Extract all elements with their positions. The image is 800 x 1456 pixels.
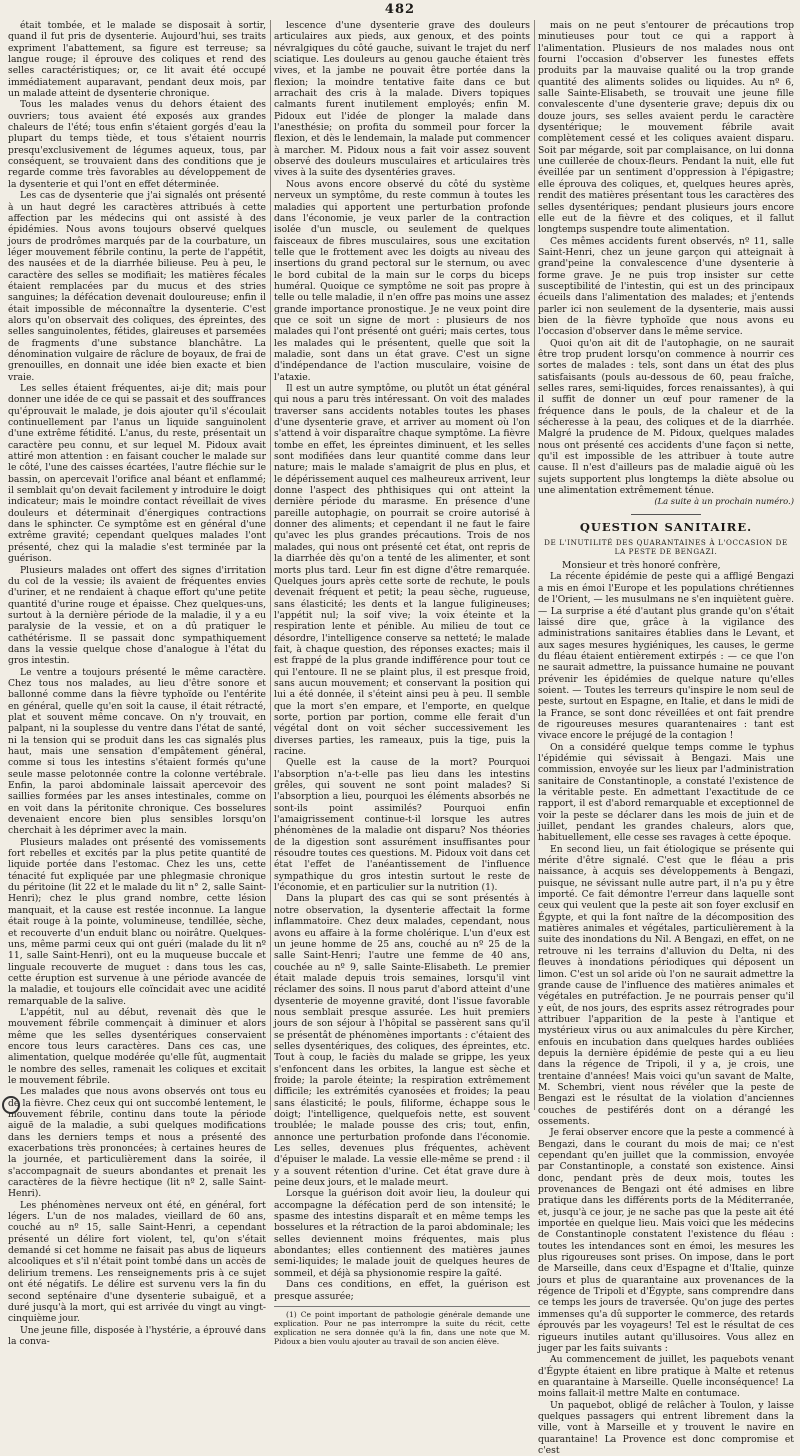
paragraph: Lorsque la guérison doit avoir lieu, la douleur qui accompagne la défécation perd de son intensité; le spasme des intestins disparaît et en même temps les bosselures et la rétraction de la paroi abdominale; les selles deviennent moins fréquentes, mais plus abondantes; elles contiennent des matières jaunes semi-liquides; le malade jouit de quelques heures de sommeil, et déjà sa physionomie respire la gaîté. — [274, 1188, 530, 1279]
corner-mark-icon — [2, 1096, 20, 1114]
paragraph: Dans la plupart des cas qui se sont présentés à notre observation, la dysenterie affectait la forme inflammatoire. Chez deux malades, cependant, nous avons eu affaire à la forme cholérique. L'un d'eux est un jeune homme de 25 ans, couché au nº 25 de la salle Saint-Henri; l'autre une femme de 40 ans, couchée au nº 9, salle Sainte-Elisabeth. Le premier était malade depuis trois semaines, lorsqu'il vint réclamer des soins. Il nous parut d'abord atteint d'une dysenterie de moyenne gravité, dont l'issue favorable nous semblait presque assurée. Les huit premiers jours de son séjour à l'hôpital se passèrent sans qu'il se présentât de phénomènes importants : c'étaient des selles dysentériques, des coliques, des épreintes, etc. Tout à coup, le faciès du malade se grippe, les yeux s'enfoncent dans les orbites, la langue est sèche et froide; la parole éteinte; la respiration extrêmement difficile; les extrémités cyanosées et froides; la peau sans élasticité; le pouls, filiforme, échappe sous le doigt; l'intelligence, quelquefois nette, est souvent troublée; le malade pousse des cris; tout, enfin, annonce une perturbation profonde dans l'économie. Les selles, devenues plus fréquentes, achèvent d'épuiser le malade. La vessie elle-même se prend : il y a souvent rétention d'urine. Cet état grave dure à peine deux jours, et le malade meurt. — [274, 893, 530, 1189]
paragraph: Je ferai observer encore que la peste a commencé à Bengazi, dans le courant du mois de mai; ce n'est cependant qu'en juillet que la commission, envoyée par Constantinople, a constaté son existence. Ainsi donc, pendant près de deux mois, toutes les provenances de Bengazi ont été admises en libre pratique dans les différents ports de la Méditerranée, et, jusqu'à ce jour, je ne sache pas que la peste ait été importée en quelque lieu. Mais voici que les médecins de Constantinople constatent l'existence du fléau : toutes les intendances sont en émoi, les mesures les plus rigoureuses sont prises. On impose, dans le port de Marseille, dans ceux d'Espagne et d'Italie, quinze jours et plus de quarantaine aux provenances de la régence de Tripoli et d'Égypte, sans comprendre dans ce temps les jours de traversée. Qu'on juge des pertes immenses qu'a dû supporter le commerce, des retards éprouvés par les voyageurs! Tel est le résultat de ces rigueurs inutiles autant qu'illusoires. Vous allez en juger par les faits suivants : — [538, 1127, 794, 1354]
paragraph: Les phénomènes nerveux ont été, en général, fort légers. L'un de nos malades, vieillard de 60 ans, couché au nº 15, salle Saint-Henri, a cependant présenté un délire fort violent, tel, qu'on s'était demandé si cet homme ne faisait pas abus de liqueurs alcooliques et s'il n'était point tombé dans un accès de delirium tremens. Les renseignements pris à ce sujet ont été négatifs. Le délire est survenu vers la fin du second septénaire d'une dysenterie subaiguë, et a duré jusqu'à la mort, qui est arrivée du vingt au vingt-cinquième jour. — [8, 1199, 266, 1325]
paragraph: lescence d'une dysenterie grave des douleurs articulaires aux pieds, aux genoux, et des points névralgiques du côté gauche, suivant le trajet du nerf sciatique. Les douleurs au genou gauche étaient très vives, et la jambe ne pouvait être portée dans la flexion; la moindre tentative faite dans ce but arrachait des cris à la malade. Divers topiques calmants furent inutilement employés; enfin M. Pidoux eut l'idée de plonger la malade dans l'anesthésie; on profita du sommeil pour forcer la flexion, et dès le lendemain, la malade put commencer à marcher. M. Pidoux nous a fait voir assez souvent observé des douleurs musculaires et articulaires très vives à la suite des dysentéries graves. — [274, 20, 530, 179]
section-title: QUESTION SANITAIRE. — [579, 519, 753, 534]
paragraph: Dans ces conditions, en effet, la guérison est presque assurée; — [274, 1279, 530, 1302]
section-subtitle: DE L'INUTILITÉ DES QUARANTAINES À L'OCCASION DE LA PESTE DE BENGAZI. — [544, 538, 788, 557]
paragraph: Plusieurs malades ont offert des signes d'irritation du col de la vessie; ils avaient de fréquentes envies d'uriner, et ne rendaient à chaque effort qu'une petite quantité d'urine rouge et épaisse. Chez quelques-uns, surtout à la dernière période de la maladie, il y a eu paralysie de la vessie, et on a dû pratiquer le cathétérisme. Il se passait donc sympathiquement dans la vessie quelque chose d'analogue à l'état du gros intestin. — [8, 564, 266, 667]
paragraph: Ces mêmes accidents furent observés, nº 11, salle Saint-Henri, chez un jeune garçon qui atteignait à grand'peine la convalescence d'une dysenterie à forme grave. Je ne puis trop insister sur cette susceptibilité de l'intestin, qui est un des principaux écueils dans l'alimentation des malades; et j'entends parler ici non seulement de la dysenterie, mais aussi bien de la fièvre typhoïde que nous avons eu l'occasion d'observer dans le même service. — [538, 235, 794, 338]
footnote: (1) Ce point important de pathologie générale demande une explication. Pour ne pas interrompre la suite du récit, cette explication ne sera donnée qu'à la fin, dans une note que M. Pidoux a bien voulu ajouter au travail de son ancien élève. — [274, 1306, 530, 1347]
section-divider — [631, 514, 701, 515]
paragraph: Plusieurs malades ont présenté des vomissements fort rebelles et excités par la plus petite quantité de liquide portée dans l'estomac. Chez les uns, cette ténacité fut expliquée par une phlegmasie chronique du péritoine (lit 22 et le malade du lit n° 2, salle Saint-Henri); chez le plus grand nombre, cette lésion manquait, et la cause est restée inconnue. La langue était rouge à la pointe, volumineuse, tendillée, sèche, et recouverte d'un enduit blanc ou noirâtre. Quelques-uns, même parmi ceux qui ont guéri (malade du lit nº 11, salle Saint-Henri), ont eu la muqueuse buccale et linguale recouverte de muguet : dans tous les cas, cette éruption est survenue à une période avancée de la maladie, et toujours elle coïncidait avec une acidité remarquable de la salive. — [8, 836, 266, 1007]
salutation: Monsieur et très honoré confrère, — [562, 560, 721, 572]
paragraph: Les selles étaient fréquentes, ai-je dit; mais pour donner une idée de ce qui se passait et des souffrances qu'éprouvait le malade, je dois ajouter qu'il s'écoulait continuellement par l'anus un liquide sanguinolent d'une extrême fétidité. L'anus, du reste, présentait un caractère peu connu, et sur lequel M. Pidoux avait attiré mon attention : en faisant coucher le malade sur le côté, l'une des caisses écartées, l'autre fléchie sur le bassin, on apercevait l'orifice anal béant et enflammé; il semblait qu'on devait facilement y introduire le doigt indicateur; mais le moindre contact réveillait de vives douleurs et déterminait d'énergiques contractions dans le sphincter. Ce symptôme est en général d'une extrême gravité; cependant quelques malades l'ont présenté, chez qui la maladie s'est terminée par la guérison. — [8, 383, 266, 565]
paragraph: Le ventre a toujours présenté le même caractère. Chez tous nos malades, au lieu d'être sonore et ballonné comme dans la fièvre typhoïde ou l'entérite en général, quelle qu'en soit la cause, il était rétracté, plat et souvent même concave. On n'y trouvait, en palpant, ni la souplesse du ventre dans l'état de santé, ni la tension qui se produit dans les cas signalés plus haut, mais une sensation d'empâtement général, comme si tous les intestins s'étaient formés qu'une seule masse pelotonnée contre la colonne vertébrale. Enfin, la paroi abdominale laissait apercevoir des saillies formées par les anses intestinales, comme on en voit dans la péritonite chronique. Ces bosselures devenaient encore bien plus sensibles lorsqu'on cherchait à les déprimer avec la main. — [8, 666, 266, 837]
paragraph: Tous les malades venus du dehors étaient des ouvriers; tous avaient été exposés aux grandes chaleurs de l'été; tous enfin s'étaient gorgés d'eau la plupart du temps tiède, et tous s'étaient nourris presqu'exclusivement de légumes aqueux, tous, par conséquent, se trouvaient dans des conditions que je regarde comme très favorables au développement de la dysenterie et qui l'ont en effet déterminée. — [8, 99, 266, 190]
paragraph: Les cas de dysenterie que j'ai signalés ont présenté à un haut degré les caractères attribués à cette affection par les médecins qui ont assisté à des épidémies. Nous avons toujours observé quelques jours de prodrômes marqués par de la courbature, un léger mouvement fébrile continu, la perte de l'appétit, des nausées et de la diarrhée bilieuse. Peu à peu, le caractère des selles se modifiait; les matières fécales étaient remplacées par du mucus et des stries sanguines; la défécation devenait douloureuse; enfin il était impossible de méconnaître la dysenterie. C'est alors qu'on observait des coliques, des épreintes, des selles sanguinolentes, fétides, glaireuses et parsemées de fragments d'une substance blanchâtre. La dénomination vulgaire de râclure de boyaux, de frai de grenouilles, en donnait une idée bien exacte et bien vraie. — [8, 190, 266, 383]
paragraph: Nous avons encore observé du côté du système nerveux un symptôme, du reste commun à toutes les maladies qui apportent une perturbation profonde dans l'économie, je veux parler de la contraction isolée d'un muscle, ou seulement de quelques faisceaux de fibres musculaires, sous une excitation telle que le frottement avec les doigts au niveau des insertions du grand pectoral sur le sternum, ou avec le bord cubital de la main sur le corps du biceps huméral. Quoique ce symptôme ne soit pas propre à telle ou telle maladie, il n'en offre pas moins une assez grande importance pronostique. Je ne veux point dire que ce soit un signe de mort : plusieurs de nos malades qui l'ont présenté ont guéri; mais certes, tous les malades qui le présentent, quelle que soit la maladie, sont dans un état grave. C'est un signe d'indépendance de l'action musculaire, voisine de l'ataxie. — [274, 178, 530, 383]
column-divider — [534, 20, 535, 1110]
paragraph: était tombée, et le malade se disposait à sortir, quand il fut pris de dysenterie. Aujourd'hui, ses traits expriment l'abattement, sa figure est terreuse; sa langue rouge; il éprouve des coliques et rend des selles caractéristiques; or, ce lit avait été occupé immédiatement auparavant, pendant deux mois, par un malade atteint de dysenterie chronique. — [8, 20, 266, 100]
paragraph: On a considéré quelque temps comme le typhus l'épidémie qui sévissait à Bengazi. Mais une commission, envoyée sur les lieux par l'administration sanitaire de Constantinople, a constaté l'existence de la véritable peste. En admettant l'exactitude de ce rapport, il est d'abord remarquable et exceptionnel de voir la peste se déclarer dans les mois de juin et de juillet, pendant les grandes chaleurs, alors que, habituellement, elle cesse ses ravages à cette époque. — [538, 741, 794, 844]
column-2 — [274, 20, 530, 1347]
column-3 — [538, 20, 794, 1456]
page-number: 482 — [384, 2, 416, 17]
paragraph: Quelle est la cause de la mort? Pourquoi l'absorption n'a-t-elle pas lieu dans les intestins grêles, qui souvent ne sont point malades? Si l'absorption a lieu, pourquoi les éléments absorbés ne sont-ils point assimilés? Pourquoi enfin l'amaigrissement continue-t-il lorsque les autres phénomènes de la maladie ont disparu? Nos théories de la digestion sont assurément insuffisantes pour résoudre toutes ces questions. M. Pidoux voit dans cet état l'effet de l'anéantissement de l'influence sympathique du gros intestin surtout le reste de l'économie, et en particulier sur la nutrition (1). — [274, 757, 530, 894]
paragraph: L'appétit, nul au début, revenait dès que le mouvement fébrile commençait à diminuer et alors même que les selles dysentériques conservaient encore tous leurs caractères. Dans ces cas, une alimentation, quelque modérée qu'elle fût, augmentait le nombre des selles, ramenait les coliques et excitait le mouvement fébrile. — [8, 1006, 266, 1086]
paragraph: mais on ne peut s'entourer de précautions trop minutieuses pour tout ce qui a rapport à l'alimentation. Plusieurs de nos malades nous ont fourni l'occasion d'observer les funestes effets produits par la mauvaise qualité ou la trop grande quantité des aliments solides ou liquides. Au nº 6, salle Sainte-Elisabeth, se trouvait une jeune fille convalescente d'une dysenterie grave; depuis dix ou douze jours, ses selles avaient perdu le caractère dysentérique; le mouvement fébrile avait complètement cessé et les coliques avaient disparu. Soit par mégarde, soit par complaisance, on lui donna une cuillerée de choux-fleurs. Pendant la nuit, elle fut éveillée par un sentiment d'oppression à l'épigastre; elle éprouva des coliques, et, quelques heures après, rendit des matières présentant tous les caractères des selles dysentériques; pendant plusieurs jours encore elle eut de la fièvre et des coliques, et il fallut longtemps suspendre toute alimentation. — [538, 20, 794, 236]
paragraph: Une jeune fille, disposée à l'hystérie, a éprouvé dans la conva- — [8, 1324, 266, 1347]
column-divider — [270, 20, 271, 1110]
paragraph: En second lieu, un fait étiologique se présente qui mérite d'être signalé. C'est que le fléau a pris naissance, à acquis ses développements à Bengazi, puisque, ne sévissant nulle autre part, il n'a pu y être importé. Ce fait démontre l'erreur dans laquelle sont ceux qui veulent que la peste ait son foyer exclusif en Égypte, et qui la font naître de la décomposition des matières animales et végétales, particulièrement à la suite des inondations du Nil. A Bengazi, en effet, on ne retrouve ni les terrains d'alluvion du Delta, ni des fleuves à inondations périodiques qui déposent un limon. C'est un sol aride où l'on ne saurait admettre la grande cause de l'influence des matières animales et végétales en putréfaction. Je ne pourrais penser qu'il y eût, de nos jours, des esprits assez rétrogrades pour attribuer l'apparition de la peste à l'antique et mystérieux virus ou aux animalcules du père Kircher, enfouis en incubation dans quelques hardes oubliées depuis la dernière épidémie de peste qui a eu lieu dans la régence de Tripoli, il y a, je crois, une trentaine d'années! Mais voici qu'un savant de Malte, M. Schembri, vient nous révéler que la peste de Bengazi est le résultat de la violation d'anciennes couches de pestiférés dont on a dérangé les ossements. — [538, 843, 794, 1127]
continuation-note: (La suite à un prochain numéro.) — [654, 496, 794, 507]
paragraph: Un paquebot, obligé de relâcher à Toulon, y laisse quelques passagers qui entrent librement dans la ville, vont à Marseille et y trouvent le navire en quarantaine! La Provence est donc compromise et c'est — [538, 1399, 794, 1456]
paragraph: Les malades que nous avons observés ont tous eu de la fièvre. Chez ceux qui ont succombé lentement, le mouvement fébrile, continu dans toute la période aiguë de la maladie, a subi quelques modifications dans les derniers temps et nous a présenté des exacerbations très prononcées; à certaines heures de la journée, et particulièrement dans la soirée, il s'accompagnait de sueurs abondantes et prenait les caractères de la fièvre hectique (lit nº 2, salle Saint-Henri). — [8, 1086, 266, 1200]
paragraph: Quoi qu'on ait dit de l'autophagie, on ne saurait être trop prudent lorsqu'on commence à nourrir ces sortes de malades : tels, sont dans un état des plus satisfaisants (pouls au-dessous de 60, peau fraîche, selles rares, semi-liquides, forces renaissantes), à qui il suffit de donner un œuf pour ramener de la fréquence dans le pouls, de la chaleur et de la sécheresse à la peau, des coliques et de la diarrhée. Malgré la prudence de M. Pidoux, quelques malades nous ont présenté ces accidents d'une façon si nette, qu'il est impossible de les attribuer à toute autre cause. Il n'est d'ailleurs pas de maladie aiguë où les sujets supportent plus longtemps la diète absolue ou une alimentation extrêmement ténue. — [538, 337, 794, 497]
paragraph: Il est un autre symptôme, ou plutôt un état général qui nous a paru très intéressant. On voit des malades traverser sans accidents notables toutes les phases d'une dysenterie grave, et arriver au moment où l'on s'attend à voir disparaître chaque symptôme. La fièvre tombe en effet, les épreintes diminuent, et les selles sont modifiées dans leur quantité comme dans leur nature; mais le malade s'amaigrit de plus en plus, et le dépérissement auquel ces malheureux arrivent, leur donne l'aspect des phthisiques qui ont atteint la dernière période du marasme. En présence d'une pareille autophagie, on pourrait se croire autorisé à donner des aliments; et cependant il ne faut le faire qu'avec les plus grandes précautions. Trois de nos malades, qui nous ont présenté cet état, ont repris de la diarrhée dès qu'on a tenté de les alimenter, et sont morts plus tard. Leur fin est digne d'être remarquée. Quelques jours après cette sorte de rechute, le pouls devenait fréquent et petit; la peau sèche, rugueuse, sans élasticité; les dents et la langue fuligineuses; l'appétit nul; la soif vive; la voix éteinte et la respiration lente et pénible. Au milieu de tout ce désordre, l'intelligence conserve sa netteté; le malade fait, à chaque question, des réponses exactes; mais il est frappé de la plus grande indifférence pour tout ce qui l'entoure. Il ne se plaint plus, il est presque froid, sans aucun mouvement; et conservant la position qui lui a été donnée, il s'éteint ainsi peu à peu. Il semble que la mort s'en empare, et l'emporte, en quelque sorte, portion par portion, comme elle ferait d'un végétal dont on voit sécher successivement les diverses parties, les rameaux, puis la tige, puis la racine. — [274, 383, 530, 757]
paragraph: Au commencement de juillet, les paquebots venant d'Égypte étaient en libre pratique à Malte et retenus en quarantaine à Marseille. Quelle inconséquence! La moins fallait-il mettre Malte en contumace. — [538, 1354, 794, 1400]
column-1 — [8, 20, 266, 1347]
paragraph: La récente épidémie de peste qui a affligé Bengazi a mis en émoi l'Europe et les populations chrétiennes de l'Orient, — les musulmans ne s'en inquiètent guère. — La surprise a été d'autant plus grande qu'on s'était laissé dire que, grâce à la vigilance des administrations sanitaires établies dans le Levant, et aux sages mesures hygiéniques, les causes, le germe du fléau étaient entièrement extirpés : — ce que l'on ne saurait admettre, la puissance humaine ne pouvant prévenir les épidémies de quelque nature qu'elles soient. — Toutes les terreurs qu'inspire le nom seul de peste, surtout en Espagne, en Italie, et dans le midi de la France, se sont donc réveillées et ont fait prendre de rigoureuses mesures quarantenaires : tant est vivace encore le préjugé de la contagion ! — [538, 571, 794, 742]
